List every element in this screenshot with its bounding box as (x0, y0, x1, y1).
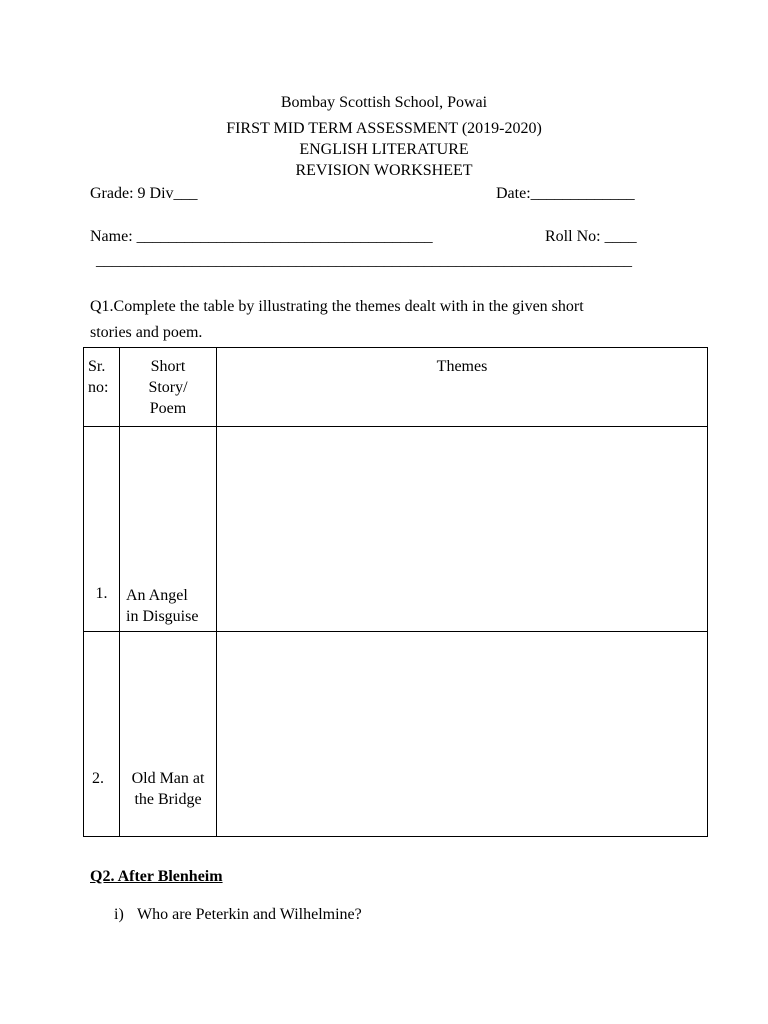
header-short-story: Short Story/ Poem (120, 348, 217, 427)
q2-title: Q2. After Blenheim (90, 868, 223, 885)
table-header-row (84, 348, 708, 427)
table-row (84, 632, 708, 837)
row-sr-no: 2. (92, 770, 104, 787)
q2-item-number: i) (114, 906, 124, 923)
row-title: An Angel in Disguise (126, 587, 199, 625)
q1-text-line1: Q1.Complete the table by illustrating the themes dealt with in the given short (90, 298, 584, 315)
worksheet-title: REVISION WORKSHEET (295, 162, 473, 179)
theme-answer-cell[interactable] (217, 427, 708, 632)
date-field: Date:_____________ (496, 185, 635, 202)
themes-table (83, 347, 708, 837)
table-row (84, 427, 708, 632)
q2-item-text: Who are Peterkin and Wilhelmine? (137, 906, 362, 923)
roll-no-field: Roll No: ____ (545, 228, 637, 245)
q1-text-line2: stories and poem. (90, 324, 203, 341)
header-themes: Themes (217, 348, 708, 427)
row-title: Old Man at the Bridge (131, 770, 205, 808)
separator-line: ___________________________________________________________________ (96, 252, 632, 269)
school-name: Bombay Scottish School, Powai (280, 94, 488, 111)
name-field: Name: _____________________________________ (90, 228, 433, 245)
row-sr-no: 1. (95, 585, 108, 602)
theme-answer-cell[interactable] (217, 632, 708, 837)
grade-field: Grade: 9 Div___ (90, 185, 198, 202)
header-sr-no: Sr. no: (84, 348, 120, 427)
exam-title: FIRST MID TERM ASSESSMENT (2019-2020) (226, 120, 542, 137)
subject-title: ENGLISH LITERATURE (299, 141, 469, 158)
